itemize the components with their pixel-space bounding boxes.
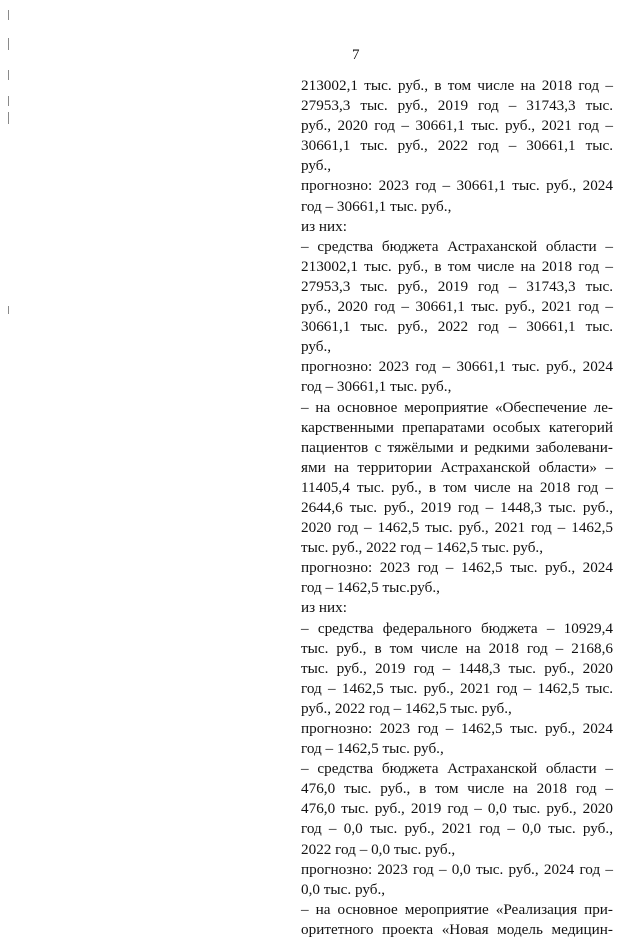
text-line: – средства бюджета Астраханской области –	[301, 237, 613, 255]
text-line: – средства федерального бюджета – 10929,4	[301, 619, 613, 637]
text-line: год – 30661,1 тыс. руб.,	[301, 197, 452, 215]
text-line: руб.,	[301, 157, 332, 175]
text-line: год – 1462,5 тыс.руб.,	[301, 579, 440, 597]
scan-mark	[8, 96, 9, 106]
text-line: из них:	[301, 599, 347, 617]
text-line: тыс. руб., в том числе на 2018 год – 2168,6	[301, 639, 613, 657]
text-line: прогнозно: 2023 год – 1462,5 тыс. руб., 2024	[301, 559, 613, 577]
text-line: ями на территории Астраханской области» –	[301, 458, 613, 476]
page-number: 7	[352, 47, 360, 63]
text-line: 30661,1 тыс. руб., 2022 год – 30661,1 тыс.	[301, 318, 613, 336]
text-line: год – 30661,1 тыс. руб.,	[301, 378, 452, 396]
text-line: 0,0 тыс. руб.,	[301, 880, 386, 898]
scan-mark	[8, 112, 9, 124]
scan-mark	[8, 10, 9, 20]
scan-mark	[8, 38, 9, 50]
text-line: – средства бюджета Астраханской области –	[301, 760, 613, 778]
document-body	[301, 76, 613, 940]
text-line: 30661,1 тыс. руб., 2022 год – 30661,1 тыс.	[301, 137, 613, 155]
text-line: прогнозно: 2023 год – 30661,1 тыс. руб., 2024	[301, 358, 613, 376]
text-line: – на основное мероприятие «Реализация при-	[301, 900, 613, 918]
text-line: 213002,1 тыс. руб., в том числе на 2018 год –	[301, 77, 613, 94]
text-line: 27953,3 тыс. руб., 2019 год – 31743,3 тыс.	[301, 277, 613, 295]
text-line: прогнозно: 2023 год – 1462,5 тыс. руб., 2024	[301, 720, 613, 737]
text-line: 476,0 тыс. руб., в том числе на 2018 год –	[301, 780, 613, 798]
text-line: руб., 2022 год – 1462,5 тыс. руб.,	[301, 699, 512, 717]
text-line: руб., 2020 год – 30661,1 тыс. руб., 2021 год –	[301, 117, 613, 135]
text-line: 2022 год – 0,0 тыс. руб.,	[301, 840, 456, 858]
text-line: год – 1462,5 тыс. руб., 2021 год – 1462,5 тыс.	[301, 679, 613, 697]
scan-mark	[8, 70, 9, 80]
text-line: год – 0,0 тыс. руб., 2021 год – 0,0 тыс. руб.,	[301, 820, 613, 838]
text-line: пациентов с тяжёлыми и редкими заболевани-	[301, 438, 613, 456]
text-line: прогнозно: 2023 год – 0,0 тыс. руб., 2024 год –	[301, 860, 613, 878]
text-line: 27953,3 тыс. руб., 2019 год – 31743,3 тыс.	[301, 97, 613, 115]
text-line: 11405,4 тыс. руб., в том числе на 2018 год –	[301, 478, 613, 496]
text-line: тыс. руб., 2019 год – 1448,3 тыс. руб., 2020	[301, 659, 613, 677]
text-line: 2020 год – 1462,5 тыс. руб., 2021 год – 1462,5	[301, 519, 613, 537]
text-line: руб., 2020 год – 30661,1 тыс. руб., 2021 год –	[301, 298, 613, 316]
text-line: год – 1462,5 тыс. руб.,	[301, 740, 444, 758]
text-line: оритетного проекта «Новая модель медицин-	[301, 920, 613, 938]
text-line: тыс. руб., 2022 год – 1462,5 тыс. руб.,	[301, 539, 544, 557]
text-line: карственными препаратами особых категорий	[301, 418, 613, 436]
text-line: 2644,6 тыс. руб., 2019 год – 1448,3 тыс. руб.,	[301, 498, 613, 516]
text-line: руб.,	[301, 338, 332, 356]
text-line: 213002,1 тыс. руб., в том числе на 2018 год –	[301, 257, 613, 275]
scan-margin-marks	[0, 0, 20, 905]
text-line: 476,0 тыс. руб., 2019 год – 0,0 тыс. руб., 2020	[301, 800, 613, 818]
text-line: прогнозно: 2023 год – 30661,1 тыс. руб., 2024	[301, 177, 613, 195]
text-line: – на основное мероприятие «Обеспечение ле-	[301, 398, 613, 416]
scan-mark	[8, 306, 9, 314]
text-line: из них:	[301, 217, 347, 235]
